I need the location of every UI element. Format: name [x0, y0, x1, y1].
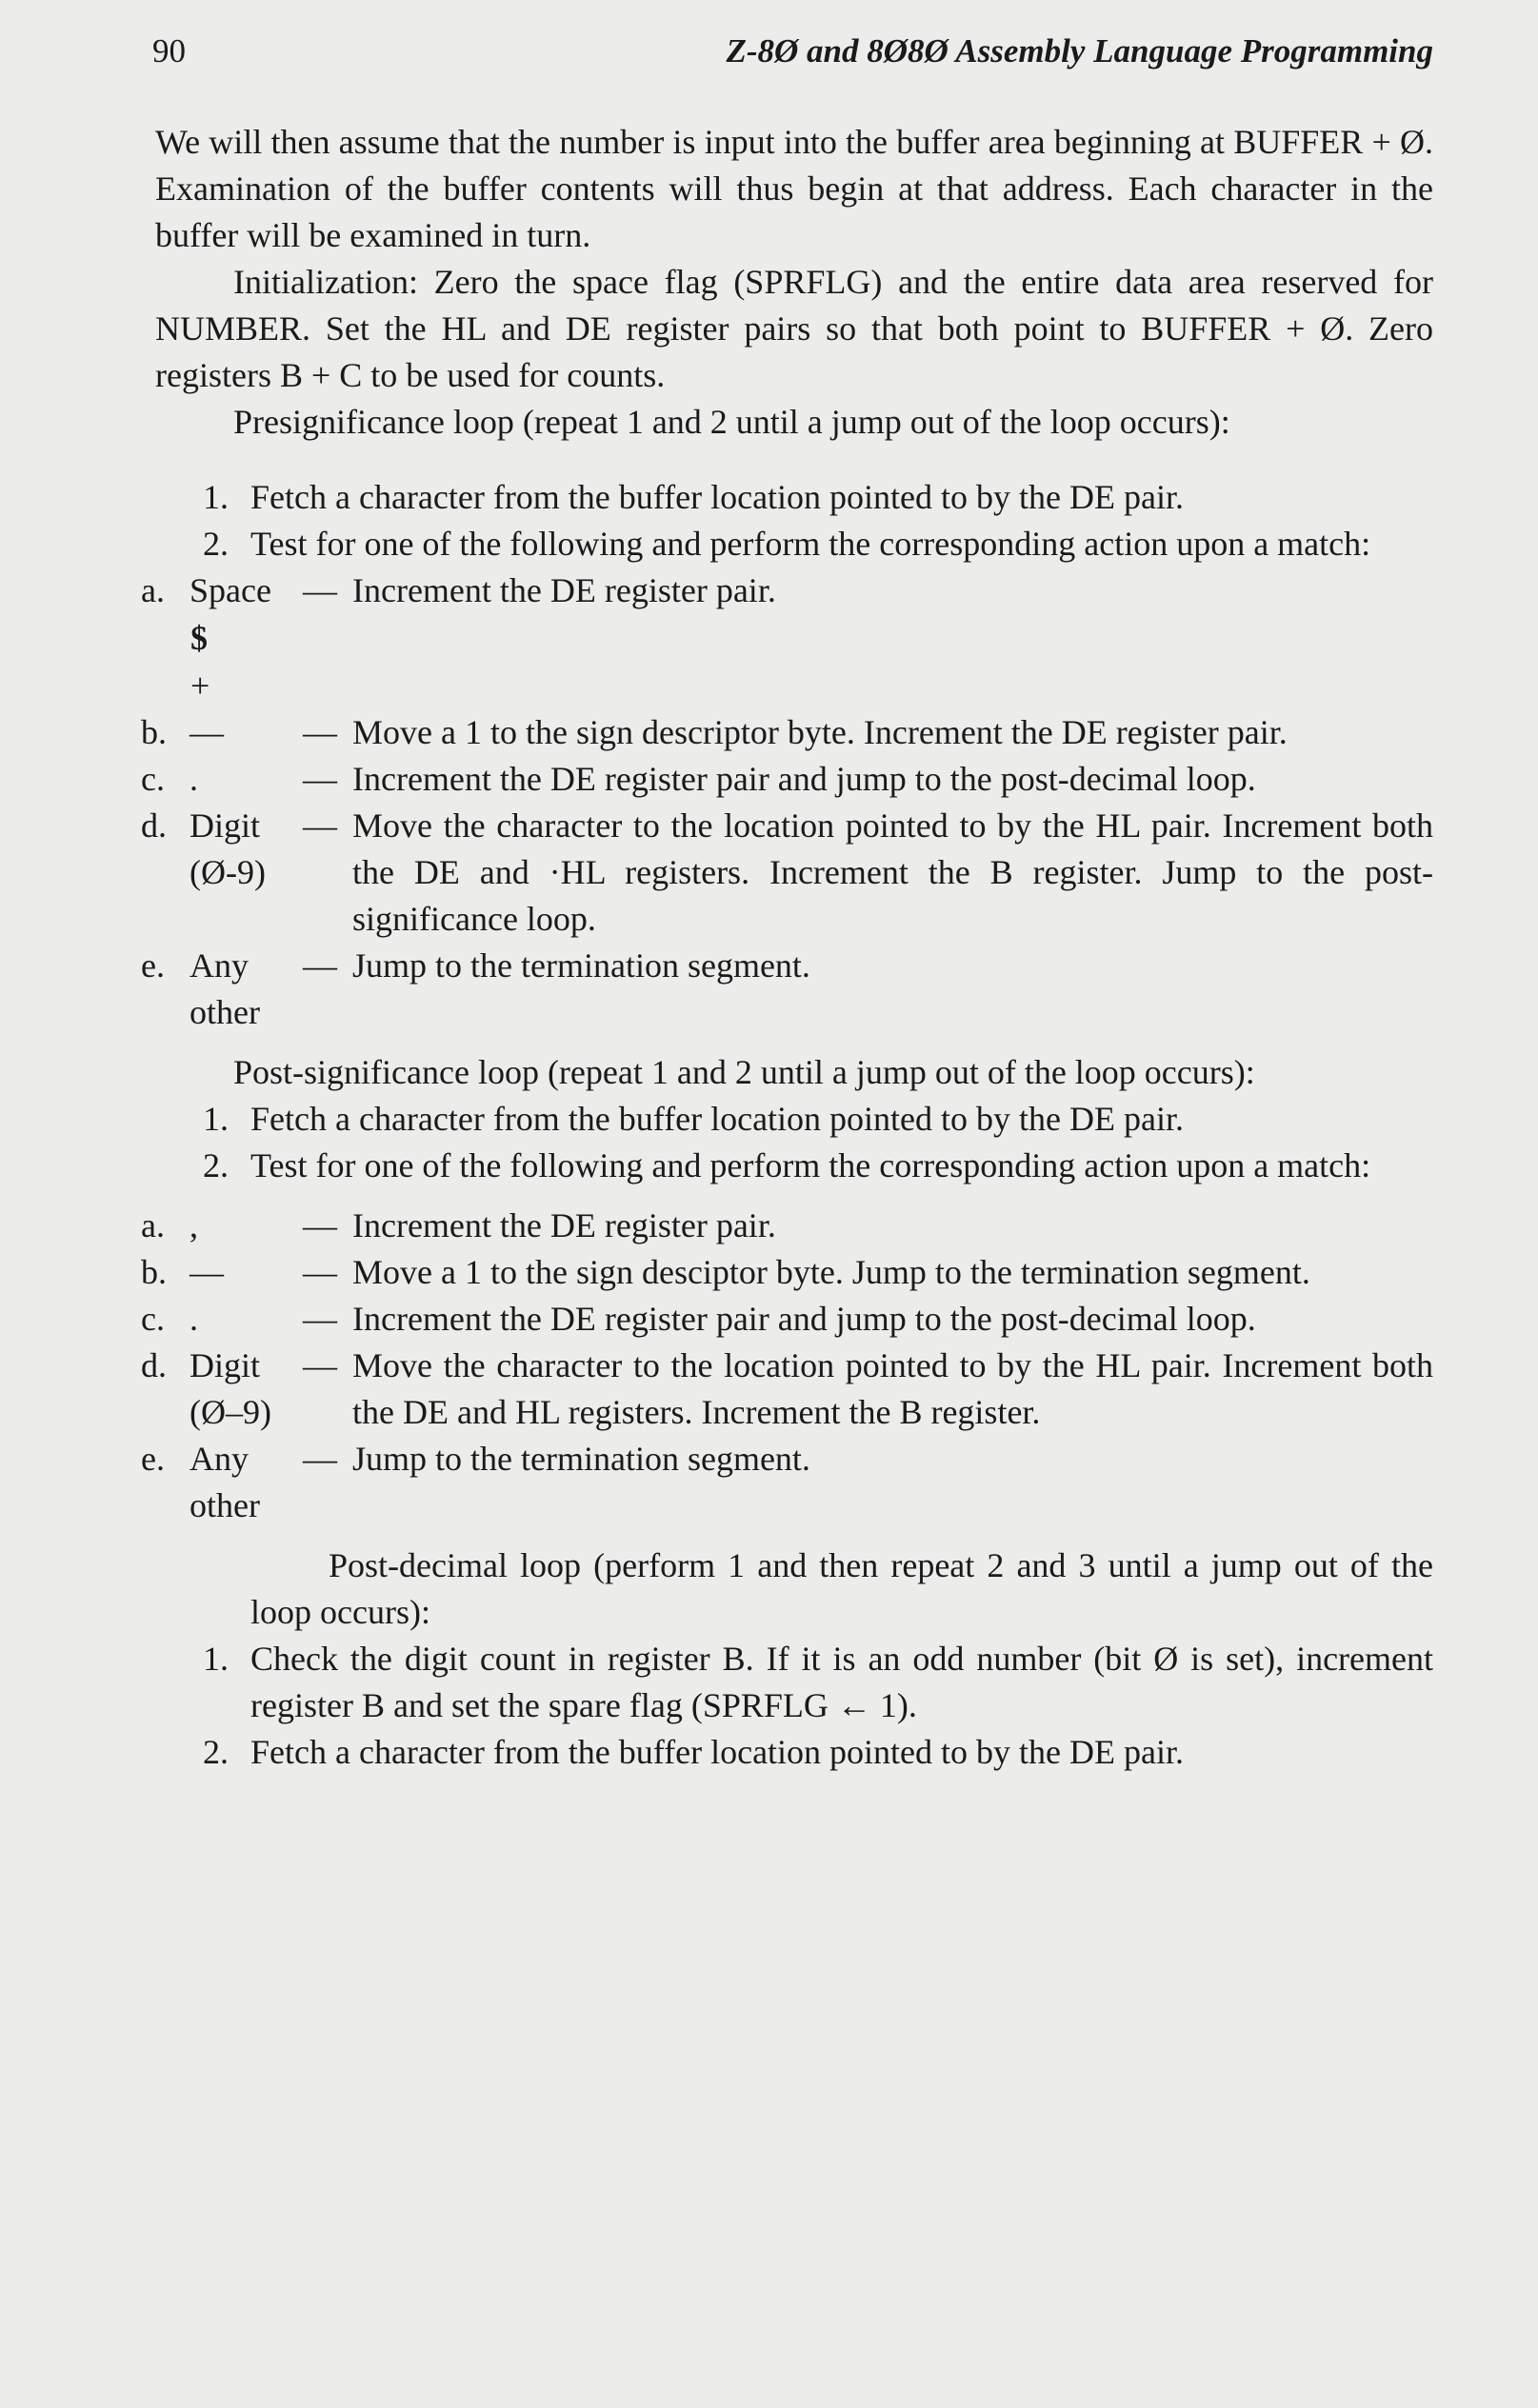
- presig-case-a: [141, 567, 1433, 614]
- step-text: Test for one of the following and perform the corresponding action upon a match:: [250, 1146, 1371, 1184]
- postsig-case-b: [141, 1249, 1433, 1296]
- step-text: Fetch a character from the buffer location pointed to by the DE pair.: [250, 1733, 1184, 1771]
- case-letter: e.: [141, 946, 165, 985]
- case-key-line1: Digit: [190, 806, 261, 845]
- case-dash: —: [303, 1440, 337, 1478]
- case-key-line2: (Ø–9): [190, 1393, 271, 1431]
- step-number: 1.: [203, 478, 229, 516]
- case-description: Increment the DE register pair.: [352, 571, 776, 609]
- case-letter: d.: [141, 806, 167, 845]
- case-description: Move a 1 to the sign desciptor byte. Jump to the termination segment.: [352, 1253, 1310, 1291]
- case-dash: —: [303, 571, 337, 609]
- page-header: [152, 27, 1433, 84]
- case-key-line1: Any: [190, 946, 249, 985]
- case-key-line2: other: [190, 1486, 260, 1524]
- case-key-line1: Digit: [190, 1346, 261, 1384]
- case-key: ,: [190, 1206, 198, 1244]
- step-number: 1.: [203, 1100, 229, 1138]
- intro-paragraph: We will then assume that the number is input into the buffer area beginning at BUFFER + Ø. Examination of the buffer contents will thus begin at that address. Each character in the buffer will be examined in turn.: [155, 123, 1433, 254]
- case-letter: a.: [141, 571, 165, 609]
- case-letter: b.: [141, 1253, 167, 1291]
- case-dash: —: [303, 1253, 337, 1291]
- case-dash: —: [303, 1300, 337, 1338]
- case-description: Move the character to the location pointed to by the HL pair. Increment both the DE and ·HL registers. Increment the B register. Jump to the post-significance loop.: [352, 806, 1433, 938]
- case-dash: —: [303, 1346, 337, 1384]
- case-dash: —: [303, 713, 337, 751]
- presig-case-e: [141, 943, 1433, 1031]
- running-title: Z-8Ø and 8Ø8Ø Assembly Language Programming: [726, 32, 1433, 70]
- case-description: Jump to the termination segment.: [352, 1440, 810, 1478]
- case-key: Space: [190, 571, 271, 609]
- case-key: —: [190, 713, 224, 751]
- step-text: Fetch a character from the buffer location pointed to by the DE pair.: [250, 1100, 1184, 1138]
- postdec-step-2: [155, 1729, 1433, 1776]
- presig-case-b: [141, 709, 1433, 756]
- case-letter: e.: [141, 1440, 165, 1478]
- postsignificance-intro: Post-significance loop (repeat 1 and 2 until a jump out of the loop occurs):: [233, 1053, 1255, 1091]
- postsig-case-e: [141, 1436, 1433, 1524]
- presignificance-intro: Presignificance loop (repeat 1 and 2 until a jump out of the loop occurs):: [233, 403, 1230, 441]
- step-text: Fetch a character from the buffer location pointed to by the DE pair.: [250, 478, 1184, 516]
- case-description: Move a 1 to the sign descriptor byte. Increment the DE register pair.: [352, 713, 1288, 751]
- presig-step-1: [155, 474, 1433, 521]
- postdecimal-intro: Post-decimal loop (perform 1 and then repeat 2 and 3 until a jump out of the loop occurs):: [250, 1546, 1433, 1631]
- postsig-case-a: [141, 1203, 1433, 1249]
- plus-symbol: +: [190, 667, 210, 705]
- presig-case-c: [141, 756, 1433, 803]
- case-key: .: [190, 760, 198, 798]
- postsig-step-2: [155, 1143, 1433, 1189]
- case-letter: a.: [141, 1206, 165, 1244]
- case-key: —: [190, 1253, 224, 1291]
- page-body: [141, 119, 1433, 1776]
- case-dash: —: [303, 946, 337, 985]
- case-key-line2: (Ø-9): [190, 853, 266, 891]
- step-number: 2.: [203, 525, 229, 563]
- case-letter: b.: [141, 713, 167, 751]
- dollar-symbol: $: [190, 619, 208, 657]
- case-letter: c.: [141, 1300, 165, 1338]
- case-letter: d.: [141, 1346, 167, 1384]
- step-text: Test for one of the following and perform the corresponding action upon a match:: [250, 525, 1371, 563]
- postsig-case-c: [141, 1296, 1433, 1343]
- case-key: .: [190, 1300, 198, 1338]
- case-dash: —: [303, 760, 337, 798]
- presig-step-2: [155, 521, 1433, 567]
- presig-case-d: [141, 803, 1433, 943]
- step-number: 2.: [203, 1146, 229, 1184]
- case-key-line1: Any: [190, 1440, 249, 1478]
- postdec-step-1: [155, 1636, 1433, 1729]
- postsig-case-d: [141, 1343, 1433, 1436]
- step-number: 1.: [203, 1640, 229, 1678]
- case-description: Increment the DE register pair and jump to the post-decimal loop.: [352, 760, 1256, 798]
- case-description: Increment the DE register pair and jump to the post-decimal loop.: [352, 1300, 1256, 1338]
- case-description: Jump to the termination segment.: [352, 946, 810, 985]
- case-description: Increment the DE register pair.: [352, 1206, 776, 1244]
- case-dash: —: [303, 806, 337, 845]
- case-description: Move the character to the location pointed to by the HL pair. Increment both the DE and HL registers. Increment the B register.: [352, 1346, 1433, 1431]
- case-letter: c.: [141, 760, 165, 798]
- step-text: Check the digit count in register B. If it is an odd number (bit Ø is set), increment register B and set the spare flag (SPRFLG ← 1).: [250, 1640, 1433, 1724]
- step-number: 2.: [203, 1733, 229, 1771]
- page-number: 90: [152, 32, 186, 70]
- postsig-step-1: [155, 1096, 1433, 1143]
- case-key-line2: other: [190, 993, 260, 1031]
- case-dash: —: [303, 1206, 337, 1244]
- initialization-paragraph: Initialization: Zero the space flag (SPRFLG) and the entire data area reserved for NUMBER. Set the HL and DE register pairs so that both point to BUFFER + Ø. Zero registers B + C to be used for counts.: [155, 263, 1433, 394]
